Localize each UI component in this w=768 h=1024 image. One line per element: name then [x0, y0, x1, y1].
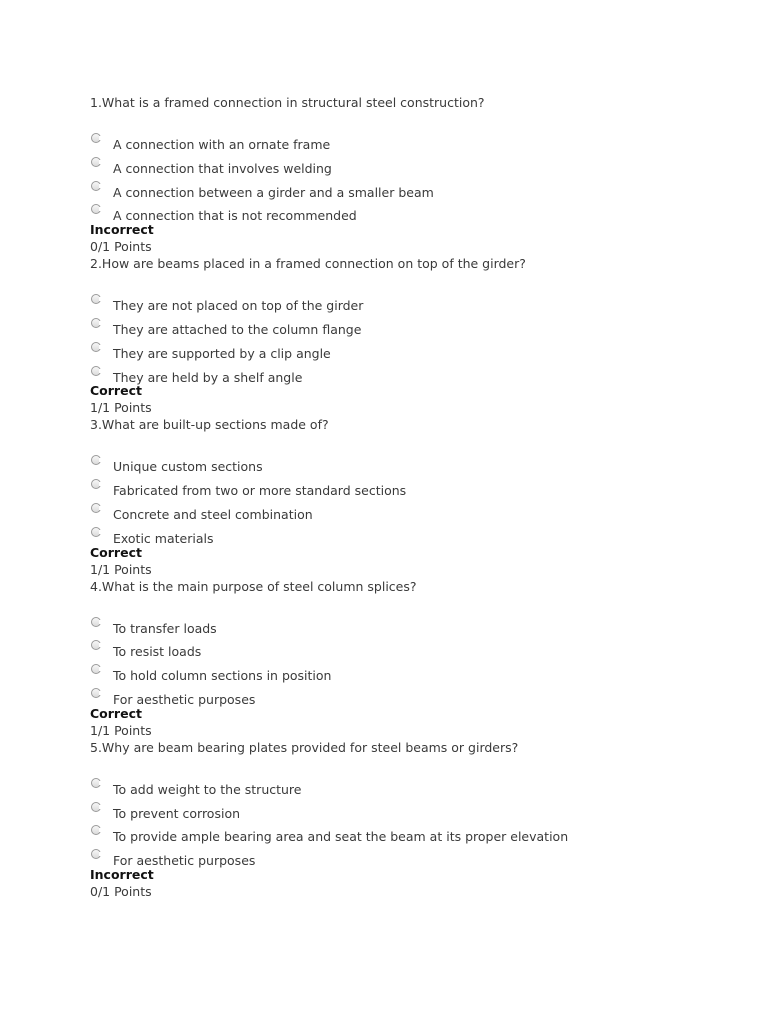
answer-option[interactable]	[90, 640, 730, 664]
answer-option[interactable]	[90, 181, 730, 205]
answer-option-label: A connection between a girder and a smaller beam	[113, 184, 434, 200]
radio-button-icon[interactable]	[91, 664, 101, 674]
answer-option-label: They are attached to the column flange	[113, 321, 362, 337]
answer-option[interactable]	[90, 318, 730, 342]
radio-button-icon[interactable]	[91, 181, 101, 191]
answer-option-label: For aesthetic purposes	[113, 853, 256, 869]
result-status: Correct	[90, 544, 142, 560]
question-text: 2.How are beams placed in a framed connection on top of the girder?	[90, 256, 526, 272]
answer-option-label: To prevent corrosion	[113, 805, 241, 821]
question-text: 4.What is the main purpose of steel column splices?	[90, 578, 417, 594]
answer-option-label: Concrete and steel combination	[113, 506, 313, 522]
answer-option-label: To provide ample bearing area and seat the beam at its proper elevation	[113, 829, 569, 845]
radio-button-icon[interactable]	[91, 157, 101, 167]
answer-option-label: A connection with an ornate frame	[113, 137, 331, 152]
question-text: 5.Why are beam bearing plates provided for steel beams or girders?	[90, 739, 519, 755]
answer-option-label: A connection that is not recommended	[113, 208, 357, 224]
answer-option-label: Fabricated from two or more standard sections	[113, 483, 407, 499]
quiz-page	[90, 95, 730, 901]
answer-option[interactable]	[90, 366, 730, 390]
question-block-3	[90, 417, 730, 578]
radio-button-icon[interactable]	[91, 503, 101, 513]
points-score: 0/1 Points	[90, 239, 152, 255]
radio-button-icon[interactable]	[91, 342, 101, 352]
question-text: 3.What are built-up sections made of?	[90, 417, 329, 433]
question-block-4	[90, 579, 730, 740]
result-status: Correct	[90, 705, 142, 721]
radio-button-icon[interactable]	[91, 688, 101, 698]
answer-option-label: Exotic materials	[113, 530, 214, 546]
answer-option-label: To resist loads	[113, 644, 202, 660]
answer-option[interactable]	[90, 294, 730, 318]
answer-option-label: They are not placed on top of the girder	[113, 298, 364, 314]
radio-button-icon[interactable]	[91, 849, 101, 859]
question-block-1	[90, 95, 730, 256]
answer-option[interactable]	[90, 455, 730, 479]
question-block-2	[90, 256, 730, 417]
points-score: 0/1 Points	[90, 883, 152, 899]
radio-button-icon[interactable]	[91, 318, 101, 328]
answer-option[interactable]	[90, 688, 730, 712]
answer-option[interactable]	[90, 342, 730, 366]
radio-button-icon[interactable]	[91, 204, 101, 214]
radio-button-icon[interactable]	[91, 366, 101, 376]
radio-button-icon[interactable]	[91, 455, 101, 465]
radio-button-icon[interactable]	[91, 479, 101, 489]
answer-option-label: A connection that involves welding	[113, 160, 332, 176]
points-score: 1/1 Points	[90, 400, 152, 416]
answer-option[interactable]	[90, 664, 730, 688]
result-status: Incorrect	[90, 866, 154, 882]
answer-option-label: To hold column sections in position	[113, 668, 332, 684]
points-score: 1/1 Points	[90, 722, 152, 738]
radio-button-icon[interactable]	[91, 778, 101, 788]
result-status: Correct	[90, 383, 142, 399]
answer-option-label: Unique custom sections	[113, 459, 263, 475]
question-text: 1.What is a framed connection in structural steel construction?	[90, 95, 485, 110]
answer-option[interactable]	[90, 617, 730, 641]
answer-option-label: To add weight to the structure	[113, 781, 302, 797]
answer-option[interactable]	[90, 825, 730, 849]
answer-option[interactable]	[90, 527, 730, 551]
radio-button-icon[interactable]	[91, 802, 101, 812]
radio-button-icon[interactable]	[91, 133, 101, 143]
radio-button-icon[interactable]	[91, 617, 101, 627]
radio-button-icon[interactable]	[91, 527, 101, 537]
answer-option-label: They are supported by a clip angle	[113, 345, 331, 361]
result-status: Incorrect	[90, 222, 154, 238]
answer-option-label: To transfer loads	[113, 620, 217, 636]
question-block-5	[90, 740, 730, 901]
answer-option-label: For aesthetic purposes	[113, 691, 256, 707]
answer-option[interactable]	[90, 479, 730, 503]
answer-option-label: They are held by a shelf angle	[113, 369, 303, 385]
answer-option[interactable]	[90, 778, 730, 802]
answer-option[interactable]	[90, 849, 730, 873]
answer-option[interactable]	[90, 503, 730, 527]
radio-button-icon[interactable]	[91, 825, 101, 835]
answer-option[interactable]	[90, 204, 730, 228]
radio-button-icon[interactable]	[91, 640, 101, 650]
radio-button-icon[interactable]	[91, 294, 101, 304]
answer-option[interactable]	[90, 157, 730, 181]
points-score: 1/1 Points	[90, 561, 152, 577]
answer-option[interactable]	[90, 133, 730, 157]
answer-option[interactable]	[90, 802, 730, 826]
